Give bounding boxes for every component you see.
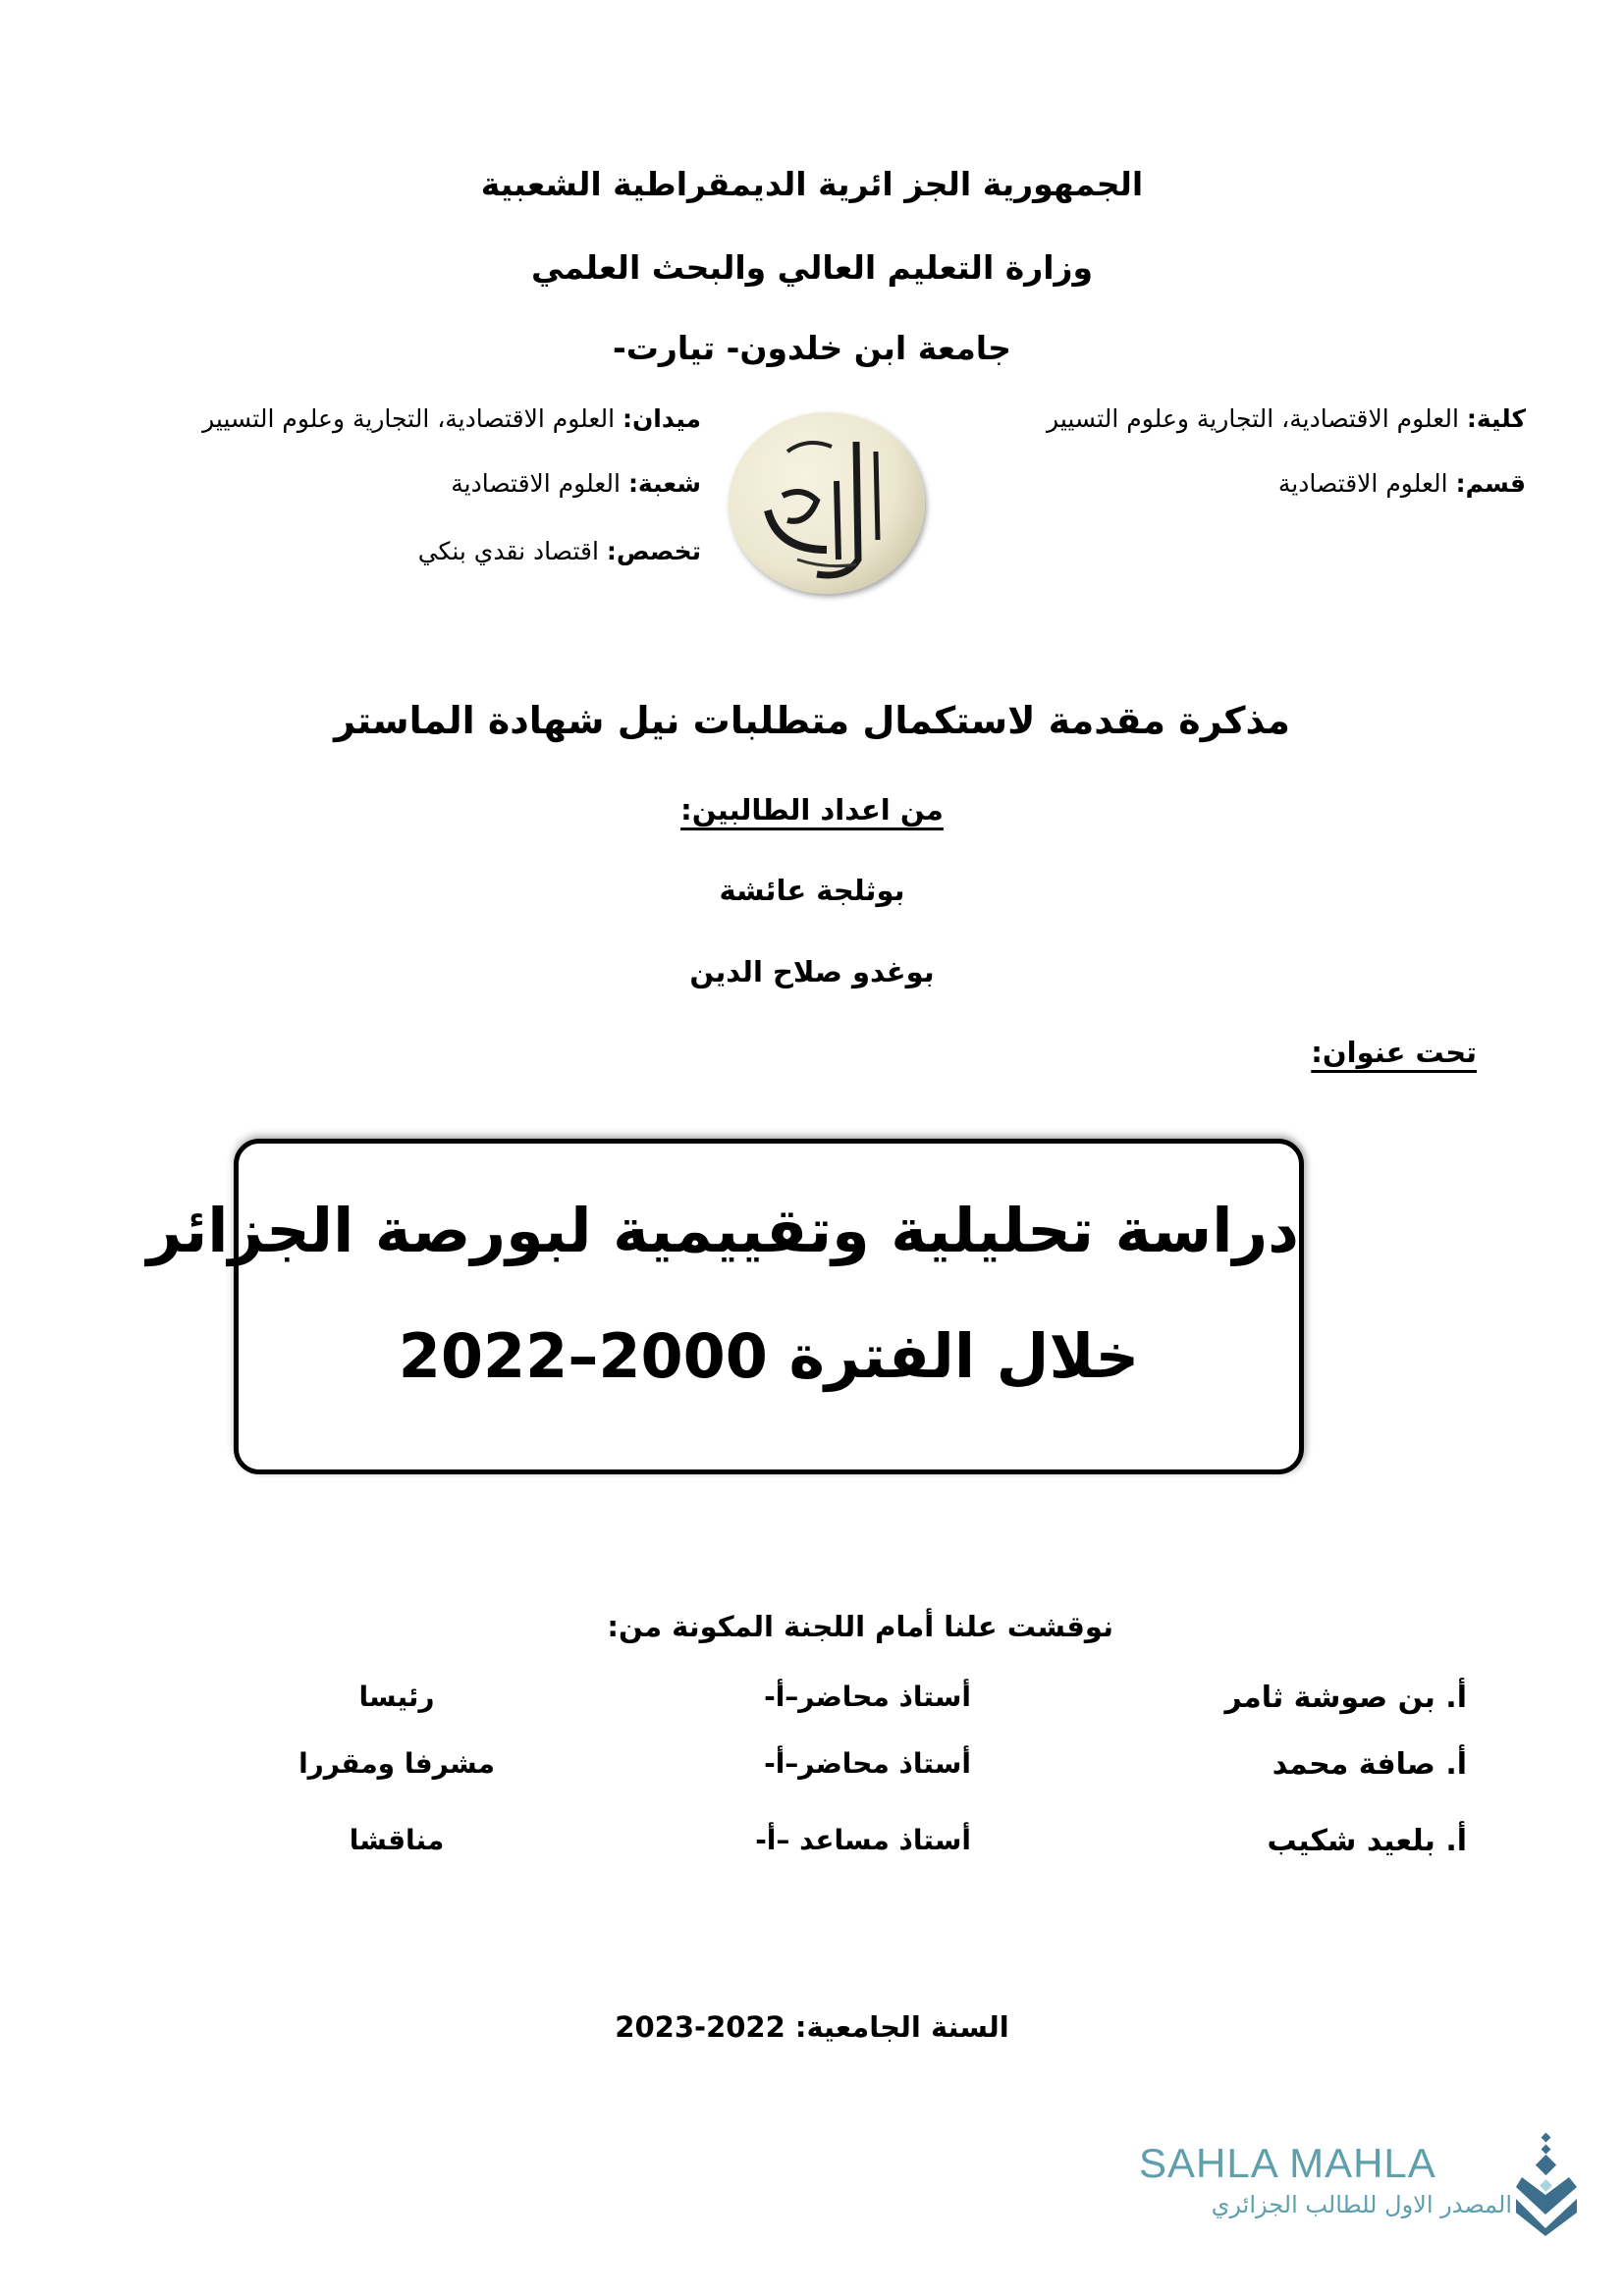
- ministry-title: وزارة التعليم العالي والبحث العلمي: [530, 248, 1094, 287]
- prepared-by-label: [0, 793, 1624, 827]
- department-value: العلوم الاقتصادية: [1277, 469, 1456, 498]
- domain-value: العلوم الاقتصادية، التجارية وعلوم التسيير: [202, 404, 623, 433]
- domain-label: ميدان:: [622, 404, 701, 433]
- domain-line: [202, 404, 701, 433]
- member-role: مشرفا ومقررا: [298, 1747, 495, 1780]
- thesis-title-line-1: دراسة تحليلية وتقييمية لبورصة الجزائر: [146, 1195, 1299, 1266]
- committee-heading: نوقشت علنا أمام اللجنة المكونة من:: [607, 1610, 1113, 1643]
- student-name-1: بوثلجة عائشة: [719, 874, 905, 907]
- member-name: أ. صافة محمد: [1272, 1747, 1467, 1782]
- specialty-value: اقتصاد نقدي بنكي: [417, 537, 607, 565]
- title-label-text: تحت عنوان:: [1311, 1036, 1477, 1069]
- student-name-2: بوغدو صلاح الدين: [689, 955, 935, 988]
- prepared-by-text: من اعداد الطالبين:: [680, 793, 944, 827]
- brand-name: SAHLA MAHLA: [1139, 2140, 1436, 2186]
- branch-line: [451, 469, 701, 498]
- department-line: [1278, 469, 1526, 498]
- sahla-mahla-watermark: [1139, 2140, 1571, 2248]
- title-label: [1311, 1036, 1477, 1069]
- republic-title: الجمهورية الجز ائرية الديمقراطية الشعبية: [480, 165, 1144, 203]
- branch-value: العلوم الاقتصادية: [451, 469, 628, 498]
- committee-member-row: [0, 1681, 1624, 1730]
- member-role: مناقشا: [349, 1824, 445, 1856]
- specialty-line: [418, 537, 701, 565]
- academic-year: السنة الجامعية: 2022-2023: [615, 2010, 1009, 2044]
- member-name: أ. بلعيد شكيب: [1267, 1824, 1467, 1858]
- department-label: قسم:: [1455, 469, 1526, 498]
- member-rank: أستاذ مساعد –أ-: [755, 1824, 971, 1856]
- committee-member-row: [0, 1747, 1624, 1796]
- committee-member-row: [0, 1824, 1624, 1873]
- university-seal-icon: [729, 412, 925, 594]
- member-rank: أستاذ محاضر–أ-: [764, 1681, 971, 1713]
- university-title: جامعة ابن خلدون- تيارت-: [613, 329, 1011, 367]
- brand-tagline: المصدر الاول للطالب الجزائري: [1211, 2191, 1512, 2218]
- specialty-label: تخصص:: [606, 537, 701, 565]
- thesis-title-box: [146, 1139, 1304, 1474]
- thesis-title-line-2: خلال الفترة 2000–2022: [398, 1320, 1140, 1392]
- branch-label: شعبة:: [627, 469, 701, 498]
- faculty-label: كلية:: [1466, 404, 1526, 433]
- faculty-value: العلوم الاقتصادية، التجارية وعلوم التسيير: [1047, 404, 1467, 433]
- sahla-mahla-logo-icon: [1512, 2130, 1581, 2238]
- member-role: رئيسا: [358, 1681, 435, 1713]
- thesis-purpose: مذكرة مقدمة لاستكمال متطلبات نيل شهادة الماستر: [334, 699, 1290, 742]
- member-rank: أستاذ محاضر–أ-: [764, 1747, 971, 1780]
- member-name: أ. بن صوشة ثامر: [1224, 1681, 1467, 1715]
- faculty-line: [1047, 404, 1526, 433]
